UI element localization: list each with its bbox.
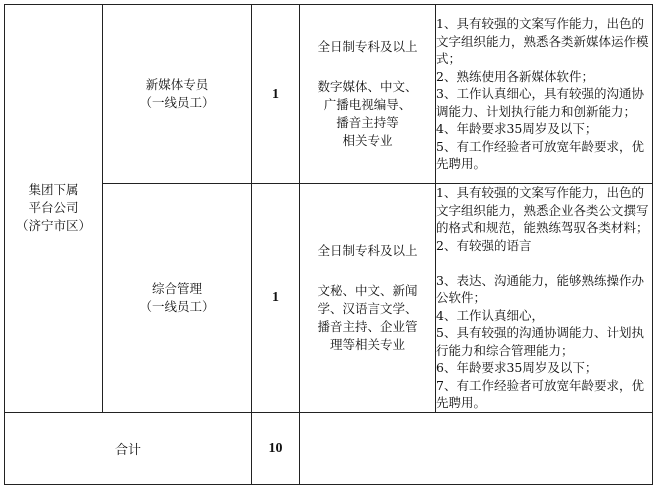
qualification-cell xyxy=(300,184,436,413)
total-row xyxy=(5,412,653,484)
position-cell xyxy=(103,5,252,184)
position-type: （一线员工） xyxy=(139,95,215,110)
requirement-line xyxy=(436,254,652,272)
requirement-line: 调能力、计划执行能力和创新能力； xyxy=(436,103,637,119)
position-type: （一线员工） xyxy=(139,298,215,314)
requirement-line: 1、具有较强的文案写作能力，出色的 xyxy=(436,185,644,200)
position-title: 综合管理 xyxy=(151,280,202,296)
requirement-line: 的格式和规范，能熟练驾驭各类材料； xyxy=(436,220,649,235)
company-line: 平台公司 xyxy=(28,200,79,216)
requirement-line: 3、表达、沟通能力，能够熟练操作办 xyxy=(436,272,644,288)
requirement-line: 4、年龄要求35周岁及以下； xyxy=(436,121,598,137)
headcount-cell xyxy=(252,5,300,184)
requirement-line: 5、具有较强的沟通协调能力、计划执 xyxy=(436,325,644,340)
requirement-line: 6、年龄要求35周岁及以下； xyxy=(436,360,598,375)
requirement-line: 4、工作认真细心， xyxy=(436,307,544,323)
table-row xyxy=(5,184,653,413)
education-requirement: 全日制专科及以上 xyxy=(317,242,418,258)
position-cell xyxy=(103,184,252,413)
major-line: 学、汉语言文学、 xyxy=(317,300,418,316)
headcount: 1 xyxy=(272,86,279,102)
requirement-line: 2、熟练使用各新媒体软件； xyxy=(436,68,594,84)
total-count: 10 xyxy=(268,440,283,456)
requirement-line: 先聘用。 xyxy=(436,395,487,410)
requirement-line: 5、有工作经验者可放宽年龄要求，优 xyxy=(436,138,644,154)
requirement-line: 2、有较强的语言 xyxy=(436,237,532,253)
total-label-cell xyxy=(5,412,252,484)
major-line: 数字媒体、中文、 xyxy=(317,79,418,94)
requirement-line: 文字组织能力，熟悉企业各类公文撰写 xyxy=(436,202,649,218)
company-cell xyxy=(5,5,103,413)
company-name xyxy=(5,181,102,235)
requirement-line: 行能力和综合管理能力； xyxy=(436,342,574,358)
major-line: 理等相关专业 xyxy=(329,336,405,352)
requirements-cell xyxy=(436,184,653,413)
requirement-line: 3、工作认真细心，具有较强的沟通协 xyxy=(436,86,644,102)
requirement-line: 文字组织能力，熟悉各类新媒体运作模 xyxy=(436,33,649,49)
headcount-cell xyxy=(252,184,300,413)
major-line: 播音主持、企业管 xyxy=(317,318,418,334)
requirement-line: 1、具有较强的文案写作能力，出色的 xyxy=(436,16,644,32)
company-line: 集团下属 xyxy=(28,182,79,198)
requirements-cell xyxy=(436,5,653,184)
requirement-line: 式； xyxy=(436,51,462,67)
major-line: 文秘、中文、新闻 xyxy=(317,282,418,298)
headcount: 1 xyxy=(272,290,279,306)
qualification-cell xyxy=(300,5,436,184)
total-label: 合计 xyxy=(114,442,141,458)
total-empty-cell xyxy=(300,412,653,484)
major-line: 播音主持等 xyxy=(336,115,399,130)
total-count-cell xyxy=(252,412,300,484)
major-line: 相关专业 xyxy=(342,133,393,148)
education-requirement: 全日制专科及以上 xyxy=(317,39,418,54)
requirement-line: 公软件； xyxy=(436,290,487,305)
requirement-line: 先聘用。 xyxy=(436,156,487,172)
position-title: 新媒体专员 xyxy=(145,77,209,92)
major-line: 广播电视编导、 xyxy=(323,97,412,112)
requirement-line: 7、有工作经验者可放宽年龄要求，优 xyxy=(436,377,644,393)
recruitment-table xyxy=(4,4,653,485)
table-row xyxy=(5,5,653,184)
company-location: （济宁市区） xyxy=(15,218,91,234)
